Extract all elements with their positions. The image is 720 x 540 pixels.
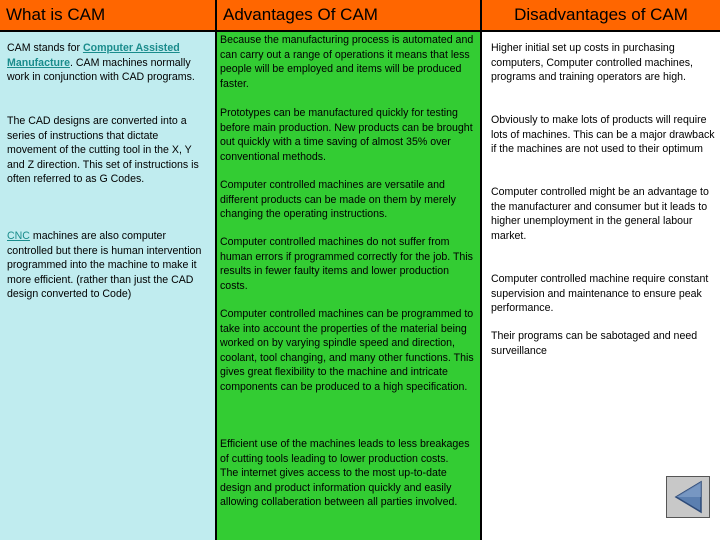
advantages-header: Advantages Of CAM [217,0,480,30]
disadvantages-body [482,32,720,540]
advantage-item: Because the manufacturing process is automated and can carry out a range of operations it means that less people will be employed and items will be produced faster. [220,34,474,90]
back-triangle-icon [667,477,709,517]
advantage-item: Computer controlled machines do not suffer from human errors if programmed correctly for the job. This results in fewer faulty items and lower production costs. [220,236,473,292]
what-is-cam-body [0,32,215,540]
cnc-link[interactable]: CNC [7,230,30,242]
cam-definition-prefix: CAM stands for [7,42,83,54]
disadvantages-header: Disadvantages of CAM [482,0,720,30]
disadvantage-item: Computer controlled machine require constant supervision and maintenance to ensure peak performance. [491,273,709,314]
disadvantage-item: Computer controlled might be an advantage to the manufacturer and consumer but it leads to higher unemployment in the general labour market. [491,186,709,242]
computer-assisted-manufacture-link[interactable]: Computer Assisted Manufacture [7,42,180,69]
advantage-item: Computer controlled machines can be programmed to take into account the properties of the material being worked on by varying spindle speed and direction, coolant, tool changing, and many other functions. This gives great flexibility to the machine and intricate components can be produced to a high specification. [220,308,474,393]
advantage-item: Computer controlled machines are versatile and different products can be made on them by merely changing the operating instructions. [220,179,456,220]
disadvantage-item: Higher initial set up costs in purchasing computers, Computer controlled machines, programs and training operators are high. [491,42,693,83]
cad-designs-paragraph: The CAD designs are converted into a series of instructions that dictate movement of the cutting tool in the X, Y and Z direction. This set of instructions is often referred to as G Codes. [7,115,199,185]
cam-definition-suffix: . CAM machines normally work in conjunction with CAD programs. [7,56,195,83]
advantage-item-text: The internet gives access to the most up-to-date design and product information quickly and easily allowing collaberation between all parties involved. [220,467,458,508]
advantage-item [220,437,478,510]
disadvantage-item: Obviously to make lots of products will require lots of machines. This can be a major drawback if the machines are not used to their optimum [491,114,715,155]
advantage-item: Prototypes can be manufactured quickly for testing before main production. New products can be brought out quickly with a time saving of almost 35% over conventional methods. [220,107,473,163]
advantages-body [217,32,480,540]
cnc-paragraph-suffix: machines are also computer controlled but there is human intervention programmed into the machine to make it more efficient. (rather than just the CAD design converted to Code) [7,230,202,300]
what-is-cam-header: What is CAM [0,0,215,30]
cam-definition-paragraph [7,41,208,85]
advantage-item-text: Efficient use of the machines leads to less breakages of cutting tools leading to lower production costs. [220,438,470,465]
disadvantage-item: Their programs can be sabotaged and need surveillance [491,330,698,357]
cnc-paragraph [7,229,208,302]
back-button[interactable] [666,476,710,518]
